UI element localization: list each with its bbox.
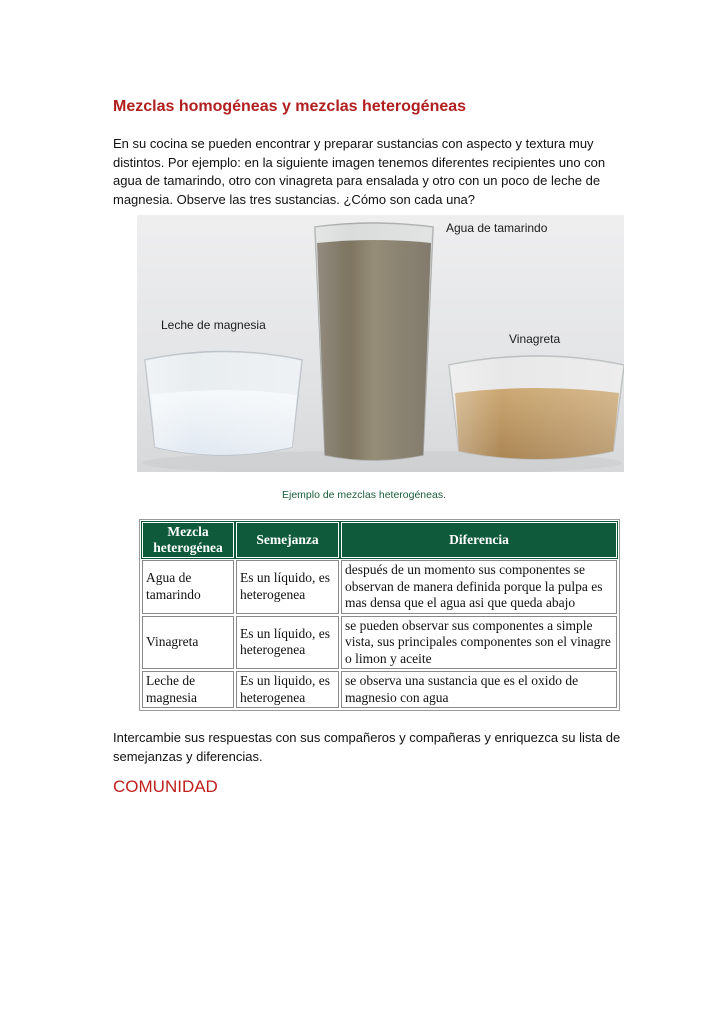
comparison-table: [139, 519, 620, 711]
table-row: [142, 671, 617, 708]
closing-paragraph: Intercambie sus respuestas con sus compañeros y compañeras y enriquezca su lista de semejanzas y diferencias.: [113, 730, 621, 764]
table-header-row: [142, 522, 617, 558]
intro-paragraph: En su cocina se pueden encontrar y preparar sustancias con aspecto y textura muy distintos. Por ejemplo: en la siguiente imagen tenemos diferentes recipientes uno con agua de tamarindo, otro con vinagreta para ensalada y otro con un poco de leche de magnesia. Observe las tres sustancias. ¿Cómo son cada una?: [113, 136, 606, 207]
mixtures-photo: [137, 215, 624, 472]
photo-caption: Ejemplo de mezclas heterogéneas.: [281, 489, 446, 501]
cell-diferencia: se pueden observar sus componentes a simple vista, sus principales componentes son el vinagre o limon y aceite: [341, 616, 617, 670]
section-heading: COMUNIDAD: [113, 777, 218, 796]
label-magnesia: Leche de magnesia: [161, 318, 266, 332]
cell-semejanza: Es un líquido, es heterogenea: [236, 560, 339, 614]
header-diferencia: Diferencia: [341, 522, 617, 558]
table-row: [142, 616, 617, 670]
cell-mezcla: Agua de tamarindo: [142, 560, 234, 614]
cell-semejanza: Es un líquido, es heterogenea: [236, 616, 339, 670]
cell-mezcla: Leche de magnesia: [142, 671, 234, 708]
cell-semejanza: Es un liquido, es heterogenea: [236, 671, 339, 708]
label-tamarindo: Agua de tamarindo: [446, 221, 548, 235]
cell-mezcla: Vinagreta: [142, 616, 234, 670]
cell-diferencia: se observa una sustancia que es el oxido de magnesio con agua: [341, 671, 617, 708]
header-semejanza: Semejanza: [236, 522, 339, 558]
header-mezcla: Mezcla heterogénea: [142, 522, 234, 558]
label-vinagreta: Vinagreta: [509, 332, 561, 346]
page-title: Mezclas homogéneas y mezclas heterogéneas: [113, 98, 467, 115]
table-row: [142, 560, 617, 614]
cell-diferencia: después de un momento sus componentes se observan de manera definida porque la pulpa es mas densa que el agua asi que queda abajo: [341, 560, 617, 614]
